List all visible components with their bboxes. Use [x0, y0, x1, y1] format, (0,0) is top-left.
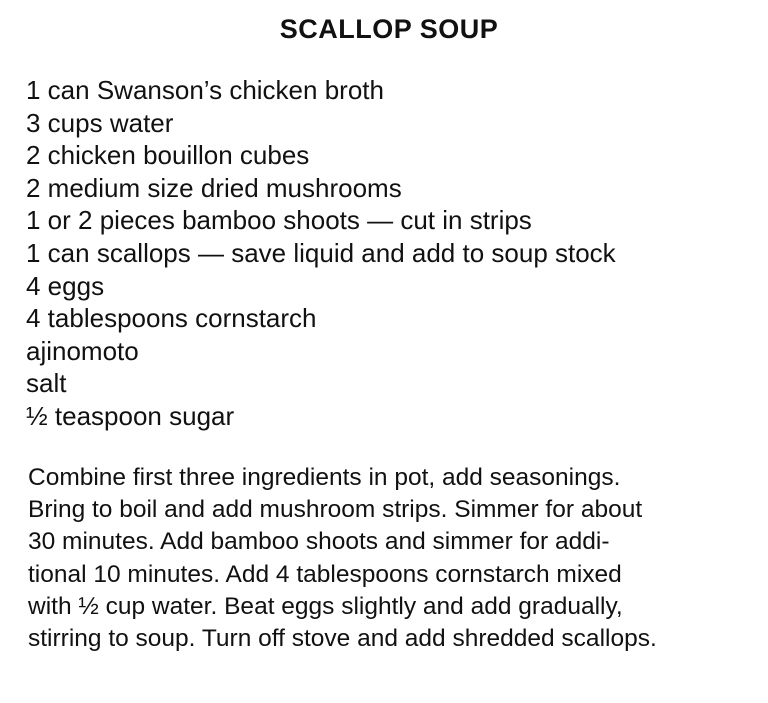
ingredient-item: 1 or 2 pieces bamboo shoots — cut in strips: [26, 205, 532, 236]
directions-line: 30 minutes. Add bamboo shoots and simmer for addi-: [28, 528, 610, 556]
ingredient-item: 1 can Swanson’s chicken broth: [26, 75, 384, 105]
directions-line: tional 10 minutes. Add 4 tablespoons cornstarch mixed: [28, 560, 622, 588]
directions-line: with ½ cup water. Beat eggs slightly and add gradually,: [28, 592, 623, 620]
directions-line: Bring to boil and add mushroom strips. Simmer for about: [28, 496, 643, 524]
ingredient-item: 3 cups water: [26, 107, 174, 138]
ingredient-item: 2 medium size dried mushrooms: [26, 172, 402, 203]
ingredient-item: salt: [26, 368, 67, 399]
directions-line: Combine first three ingredients in pot, add seasonings.: [28, 464, 621, 491]
recipe-title: SCALLOP SOUP: [279, 14, 499, 44]
ingredient-item: 4 eggs: [26, 270, 105, 301]
ingredient-list: [26, 74, 616, 433]
ingredient-item: 1 can scallops — save liquid and add to soup stock: [26, 237, 616, 268]
ingredient-item: 2 chicken bouillon cubes: [26, 140, 310, 171]
ingredient-item: ajinomoto: [26, 335, 139, 366]
directions-line: stirring to soup. Turn off stove and add shredded scallops.: [28, 625, 657, 653]
directions-paragraph: [28, 462, 746, 655]
ingredient-item: 4 tablespoons cornstarch: [26, 303, 317, 334]
ingredient-item: ½ teaspoon sugar: [26, 400, 235, 431]
